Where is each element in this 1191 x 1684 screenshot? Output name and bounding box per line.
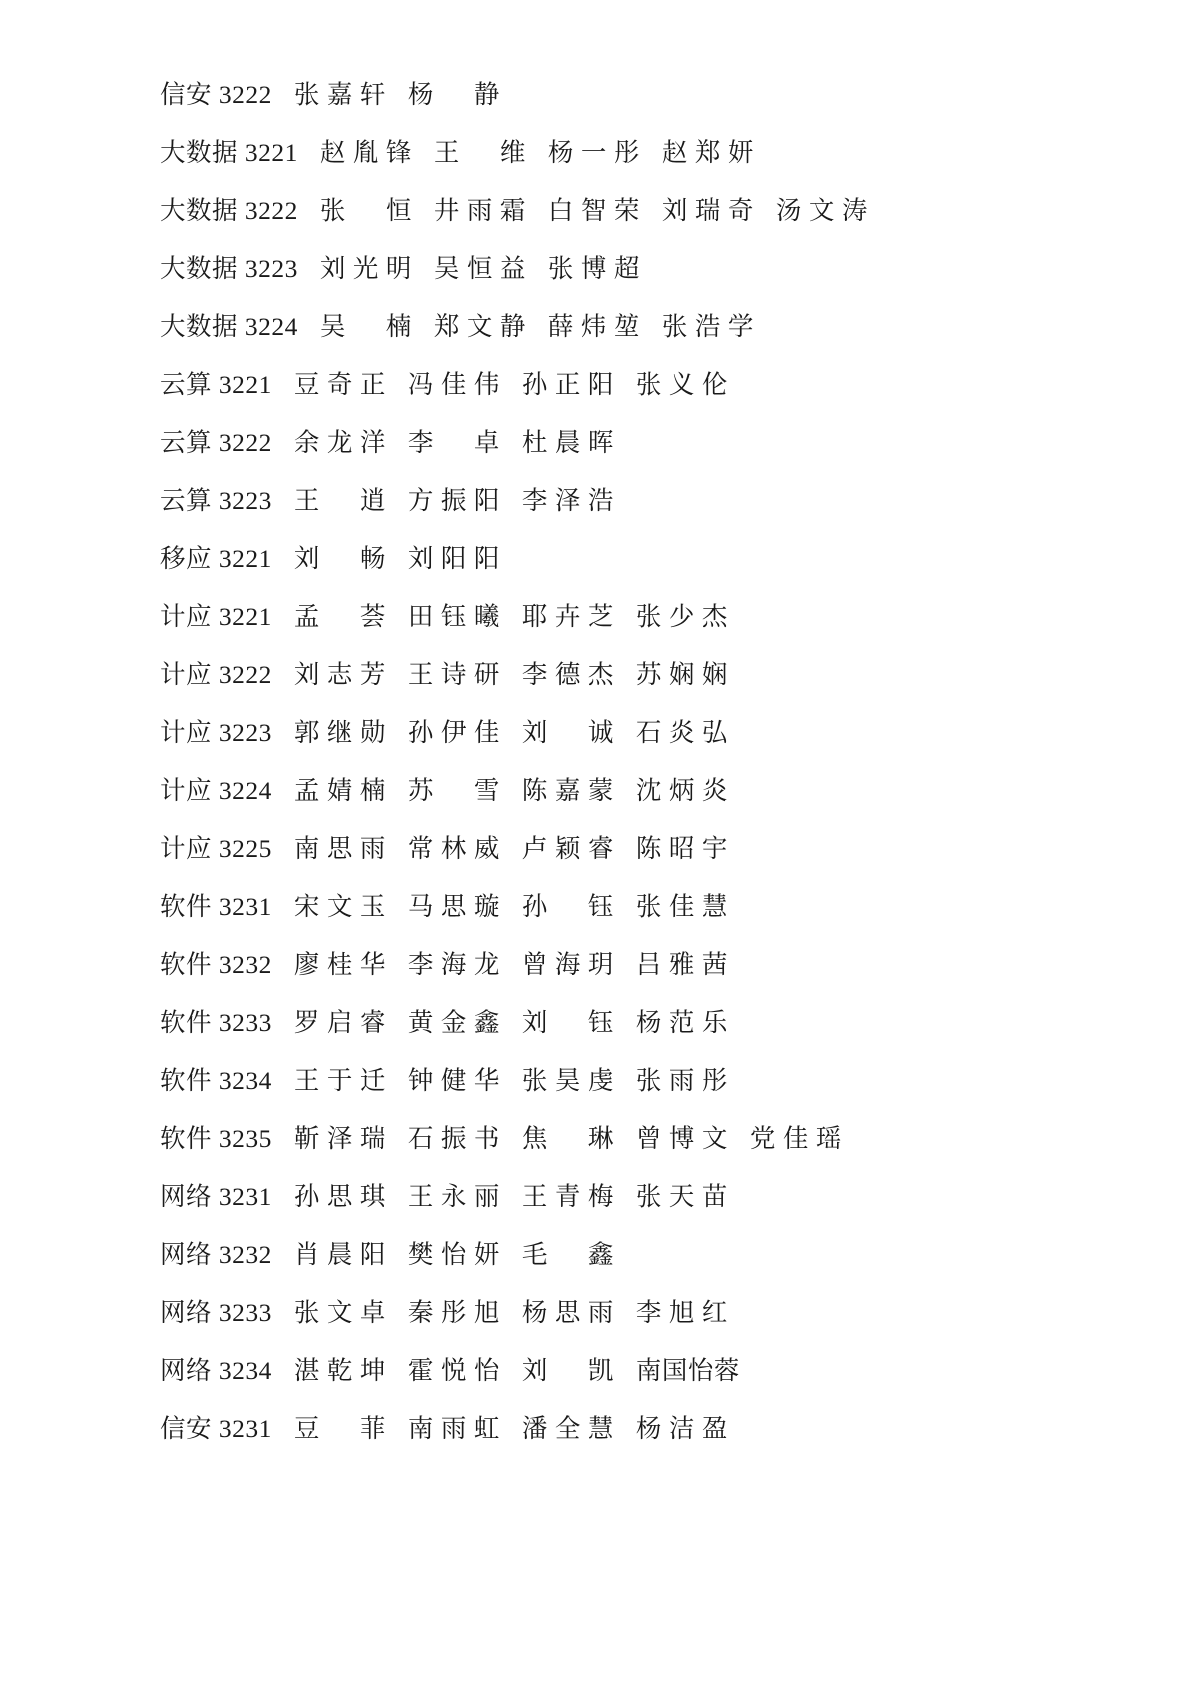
student-name: 王诗研: [407, 660, 500, 689]
class-label: 信安 3222: [160, 80, 272, 109]
student-name: 刘志芳: [293, 660, 386, 689]
student-name: 张昊虔: [521, 1066, 614, 1095]
student-name: 李海龙: [407, 950, 500, 979]
student-name: 杨 静: [407, 80, 500, 109]
student-name: 罗启睿: [293, 1008, 386, 1037]
student-name: 杨范乐: [635, 1008, 728, 1037]
student-name: 刘 畅: [293, 544, 386, 573]
student-name: 秦彤旭: [407, 1298, 500, 1327]
student-name: 张博超: [547, 254, 640, 283]
roster-row: [160, 597, 1041, 655]
class-label: 移应 3221: [160, 544, 272, 573]
student-name: 常林威: [407, 834, 500, 863]
student-name: 石振书: [407, 1124, 500, 1153]
class-label: 计应 3224: [160, 776, 272, 805]
student-name: 王青梅: [521, 1182, 614, 1211]
roster-row: [160, 1177, 1041, 1235]
student-name: 曾海玥: [521, 950, 614, 979]
roster-row: [160, 1293, 1041, 1351]
student-name: 郭继勋: [293, 718, 386, 747]
roster-row: [160, 1235, 1041, 1293]
class-label: 计应 3221: [160, 602, 272, 631]
class-label: 信安 3231: [160, 1414, 272, 1443]
student-name: 靳泽瑞: [293, 1124, 386, 1153]
student-name: 南国怡蓉: [635, 1356, 740, 1385]
class-label: 网络 3231: [160, 1182, 272, 1211]
student-name: 樊怡妍: [407, 1240, 500, 1269]
student-name: 卢颖睿: [521, 834, 614, 863]
student-name: 井雨霜: [433, 196, 526, 225]
student-name: 苏 雪: [407, 776, 500, 805]
student-name: 毛 鑫: [521, 1240, 614, 1269]
student-name: 张雨彤: [635, 1066, 728, 1095]
student-name: 孙正阳: [521, 370, 614, 399]
roster-row: [160, 365, 1041, 423]
class-label: 云算 3222: [160, 428, 272, 457]
roster-row: [160, 1409, 1041, 1467]
student-name: 湛乾坤: [293, 1356, 386, 1385]
student-name: 张 恒: [319, 196, 412, 225]
student-name: 冯佳伟: [407, 370, 500, 399]
student-name: 孟 荟: [293, 602, 386, 631]
student-name: 李 卓: [407, 428, 500, 457]
student-name: 杨思雨: [521, 1298, 614, 1327]
student-name: 张嘉轩: [293, 80, 386, 109]
class-label: 计应 3225: [160, 834, 272, 863]
roster-row: [160, 249, 1041, 307]
student-name: 王永丽: [407, 1182, 500, 1211]
roster-row: [160, 539, 1041, 597]
class-label: 软件 3231: [160, 892, 272, 921]
student-name: 刘 诚: [521, 718, 614, 747]
student-name: 赵郑妍: [661, 138, 754, 167]
roster-row: [160, 771, 1041, 829]
student-name: 吴恒益: [433, 254, 526, 283]
student-name: 苏娴娴: [635, 660, 728, 689]
student-name: 刘 钰: [521, 1008, 614, 1037]
student-name: 吕雅茜: [635, 950, 728, 979]
class-label: 软件 3233: [160, 1008, 272, 1037]
student-name: 潘全慧: [521, 1414, 614, 1443]
roster-row: [160, 133, 1041, 191]
student-name: 田钰曦: [407, 602, 500, 631]
student-name: 汤文涛: [775, 196, 868, 225]
class-label: 网络 3232: [160, 1240, 272, 1269]
student-name: 石炎弘: [635, 718, 728, 747]
class-label: 云算 3221: [160, 370, 272, 399]
student-name: 焦 琳: [521, 1124, 614, 1153]
class-label: 软件 3234: [160, 1066, 272, 1095]
student-name: 张浩学: [661, 312, 754, 341]
student-name: 刘光明: [319, 254, 412, 283]
class-label: 网络 3233: [160, 1298, 272, 1327]
student-name: 钟健华: [407, 1066, 500, 1095]
roster-row: [160, 655, 1041, 713]
class-label: 软件 3232: [160, 950, 272, 979]
student-name: 黄金鑫: [407, 1008, 500, 1037]
student-name: 孙思琪: [293, 1182, 386, 1211]
roster-list: [160, 75, 1041, 1467]
roster-row: [160, 307, 1041, 365]
class-label: 计应 3222: [160, 660, 272, 689]
class-label: 网络 3234: [160, 1356, 272, 1385]
student-name: 马思璇: [407, 892, 500, 921]
student-name: 吴 楠: [319, 312, 412, 341]
class-label: 大数据 3222: [160, 196, 298, 225]
class-label: 软件 3235: [160, 1124, 272, 1153]
class-label: 大数据 3221: [160, 138, 298, 167]
student-name: 陈嘉蒙: [521, 776, 614, 805]
student-name: 张天苗: [635, 1182, 728, 1211]
student-name: 张佳慧: [635, 892, 728, 921]
roster-row: [160, 945, 1041, 1003]
student-name: 孙 钰: [521, 892, 614, 921]
class-label: 云算 3223: [160, 486, 272, 515]
student-name: 张义伦: [635, 370, 728, 399]
roster-row: [160, 1061, 1041, 1119]
student-name: 南雨虹: [407, 1414, 500, 1443]
student-name: 张少杰: [635, 602, 728, 631]
student-name: 耶卉芝: [521, 602, 614, 631]
student-name: 陈昭宇: [635, 834, 728, 863]
student-name: 南思雨: [293, 834, 386, 863]
student-name: 李泽浩: [521, 486, 614, 515]
student-name: 李德杰: [521, 660, 614, 689]
student-name: 肖晨阳: [293, 1240, 386, 1269]
roster-row: [160, 1351, 1041, 1409]
student-name: 赵胤锋: [319, 138, 412, 167]
student-name: 李旭红: [635, 1298, 728, 1327]
student-name: 孟婧楠: [293, 776, 386, 805]
student-name: 豆奇正: [293, 370, 386, 399]
roster-row: [160, 1003, 1041, 1061]
student-name: 霍悦怡: [407, 1356, 500, 1385]
student-name: 杨一彤: [547, 138, 640, 167]
student-name: 余龙洋: [293, 428, 386, 457]
roster-row: [160, 191, 1041, 249]
roster-row: [160, 829, 1041, 887]
roster-row: [160, 1119, 1041, 1177]
student-name: 刘 凯: [521, 1356, 614, 1385]
roster-row: [160, 75, 1041, 133]
student-name: 沈炳炎: [635, 776, 728, 805]
student-name: 杜晨晖: [521, 428, 614, 457]
student-name: 白智荣: [547, 196, 640, 225]
student-name: 杨洁盈: [635, 1414, 728, 1443]
student-name: 廖桂华: [293, 950, 386, 979]
class-label: 大数据 3223: [160, 254, 298, 283]
roster-row: [160, 481, 1041, 539]
roster-row: [160, 887, 1041, 945]
student-name: 王 逍: [293, 486, 386, 515]
student-name: 曾博文: [635, 1124, 728, 1153]
student-name: 王于迁: [293, 1066, 386, 1095]
student-name: 王 维: [433, 138, 526, 167]
class-label: 计应 3223: [160, 718, 272, 747]
student-name: 孙伊佳: [407, 718, 500, 747]
student-name: 刘瑞奇: [661, 196, 754, 225]
roster-row: [160, 423, 1041, 481]
class-label: 大数据 3224: [160, 312, 298, 341]
student-name: 张文卓: [293, 1298, 386, 1327]
student-name: 党佳瑶: [749, 1124, 842, 1153]
student-name: 宋文玉: [293, 892, 386, 921]
student-name: 薛炜堃: [547, 312, 640, 341]
student-name: 刘阳阳: [407, 544, 500, 573]
roster-row: [160, 713, 1041, 771]
student-name: 郑文静: [433, 312, 526, 341]
student-name: 豆 菲: [293, 1414, 386, 1443]
student-name: 方振阳: [407, 486, 500, 515]
